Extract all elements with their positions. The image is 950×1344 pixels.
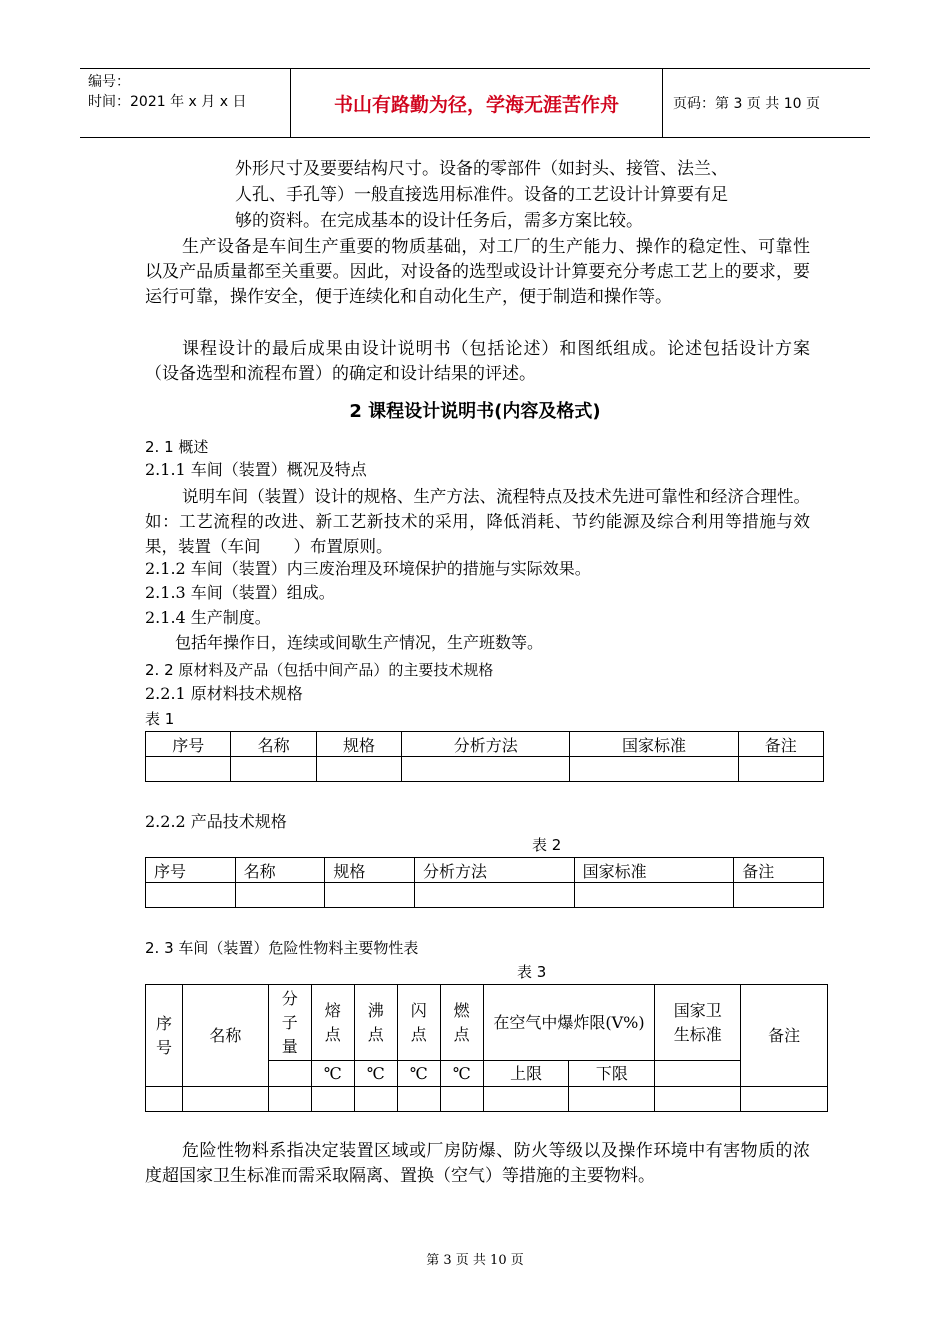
table-cell xyxy=(182,1087,268,1112)
lower-limit-cell: 下限 xyxy=(569,1061,655,1087)
table-2 xyxy=(145,857,824,908)
col-standard: 国家卫生标准 xyxy=(655,985,741,1061)
col-note: 备注 xyxy=(741,985,828,1087)
unit-cell: ℃ xyxy=(311,1061,354,1087)
header-page-info: 页码：第 3 页 共 10 页 xyxy=(673,96,820,112)
page-header xyxy=(80,68,870,138)
s211-text: 说明车间（装置）设计的规格、生产方法、流程特点及技术先进可靠性和经济合理性。如：工艺流程的改进、新工艺新技术的采用，降低消耗、节约能源及综合利用等措施与效果，装置（车间 ）布置原则。 xyxy=(145,487,810,556)
table-cell xyxy=(146,757,231,782)
header-number-label: 编号： xyxy=(88,74,130,90)
table-cell xyxy=(741,1087,828,1112)
s21-title: 2. 1 概述 xyxy=(145,438,209,456)
col-name: 名称 xyxy=(182,985,268,1087)
col-ip: 燃点 xyxy=(440,985,483,1061)
table-cell xyxy=(316,757,401,782)
unit-cell: ℃ xyxy=(440,1061,483,1087)
table-cell xyxy=(268,1061,311,1087)
table-cell xyxy=(570,757,738,782)
s221-heading: 2.2.1 原材料技术规格 xyxy=(145,684,303,703)
s22-title: 2. 2 原材料及产品（包括中间产品）的主要技术规格 xyxy=(145,661,494,679)
table-cell: 分析方法 xyxy=(402,732,570,757)
s213-heading: 2.1.3 车间（装置）组成。 xyxy=(145,583,335,602)
col-bp: 沸点 xyxy=(354,985,397,1061)
table-cell xyxy=(655,1061,741,1087)
table-cell xyxy=(354,1087,397,1112)
table-cell xyxy=(397,1087,440,1112)
table-cell: 序号 xyxy=(146,858,236,883)
intro-paragraph-3: 课程设计的最后成果由设计说明书（包括论述）和图纸组成。论述包括设计方案（设备选型和流程布置）的确定和设计结果的评述。 xyxy=(145,339,810,384)
col-mw: 分子量 xyxy=(268,985,311,1061)
table-cell xyxy=(231,757,316,782)
header-meta xyxy=(80,69,291,137)
table-cell xyxy=(146,883,236,908)
table-cell xyxy=(569,1087,655,1112)
table-cell: 规格 xyxy=(316,732,401,757)
table-cell: 备注 xyxy=(734,858,824,883)
table-cell xyxy=(311,1087,354,1112)
section-title: 2 课程设计说明书(内容及格式) xyxy=(349,401,601,422)
col-mp: 熔点 xyxy=(311,985,354,1061)
table-3 xyxy=(145,984,828,1112)
table-cell xyxy=(415,883,575,908)
s23-closing-text: 危险性物料系指决定装置区域或厂房防爆、防火等级以及操作环境中有害物质的浓度超国家卫生标准而需采取隔离、置换（空气）等措施的主要物料。 xyxy=(145,1141,810,1186)
col-fp: 闪点 xyxy=(397,985,440,1061)
table-cell: 名称 xyxy=(231,732,316,757)
page-footer: 第 3 页 共 10 页 xyxy=(426,1253,524,1268)
table-cell: 分析方法 xyxy=(415,858,575,883)
table-cell: 备注 xyxy=(738,732,823,757)
table-cell xyxy=(483,1087,569,1112)
table-cell xyxy=(402,757,570,782)
table2-caption: 表 2 xyxy=(532,836,562,854)
s211-heading: 2.1.1 车间（装置）概况及特点 xyxy=(145,460,367,479)
table-cell: 序号 xyxy=(146,732,231,757)
intro-line-1: 外形尺寸及要要结构尺寸。设备的零部件（如封头、接管、法兰、 xyxy=(235,159,728,179)
table-3-header-row xyxy=(146,985,828,1061)
table-cell: 规格 xyxy=(325,858,415,883)
col-explosion: 在空气中爆炸限(V%) xyxy=(483,985,655,1061)
s214-heading: 2.1.4 生产制度。 xyxy=(145,608,271,627)
s212-heading: 2.1.2 车间（装置）内三废治理及环境保护的措施与实际效果。 xyxy=(145,559,591,578)
s23-title: 2. 3 车间（装置）危险性物料主要物性表 xyxy=(145,939,419,957)
upper-limit-cell: 上限 xyxy=(483,1061,569,1087)
s214-text: 包括年操作日，连续或间歇生产情况，生产班数等。 xyxy=(175,633,544,652)
table-cell xyxy=(235,883,325,908)
intro-line-3: 够的资料。在完成基本的设计任务后，需多方案比较。 xyxy=(235,211,643,231)
table-cell xyxy=(738,757,823,782)
header-motto: 书山有路勤为径，学海无涯苦作舟 xyxy=(291,69,663,137)
table-cell: 国家标准 xyxy=(574,858,734,883)
table-cell xyxy=(146,1087,183,1112)
table-1-header-row xyxy=(146,732,824,757)
table-1 xyxy=(145,731,824,782)
unit-cell: ℃ xyxy=(397,1061,440,1087)
header-time-label: 时间：2021 年 x 月 x 日 xyxy=(88,94,247,110)
table-cell xyxy=(655,1087,741,1112)
table3-caption: 表 3 xyxy=(517,963,547,981)
unit-cell: ℃ xyxy=(354,1061,397,1087)
table-cell: 名称 xyxy=(235,858,325,883)
table-cell xyxy=(440,1087,483,1112)
intro-line-2: 人孔、手孔等）一般直接选用标准件。设备的工艺设计计算要有足 xyxy=(235,185,728,205)
table-cell xyxy=(325,883,415,908)
table-cell: 国家标准 xyxy=(570,732,738,757)
table-cell xyxy=(574,883,734,908)
table-cell xyxy=(268,1087,311,1112)
table-2-header-row xyxy=(146,858,824,883)
table1-caption: 表 1 xyxy=(145,710,175,728)
table-row xyxy=(146,1087,828,1112)
table-row xyxy=(146,883,824,908)
col-seq: 序号 xyxy=(146,985,183,1087)
table-row xyxy=(146,757,824,782)
s222-heading: 2.2.2 产品技术规格 xyxy=(145,812,287,831)
table-cell xyxy=(734,883,824,908)
intro-paragraph-2: 生产设备是车间生产重要的物质基础，对工厂的生产能力、操作的稳定性、可靠性以及产品质量都至关重要。因此，对设备的选型或设计计算要充分考虑工艺上的要求，要运行可靠，操作安全，便于连续化和自动化生产，便于制造和操作等。 xyxy=(145,237,810,307)
